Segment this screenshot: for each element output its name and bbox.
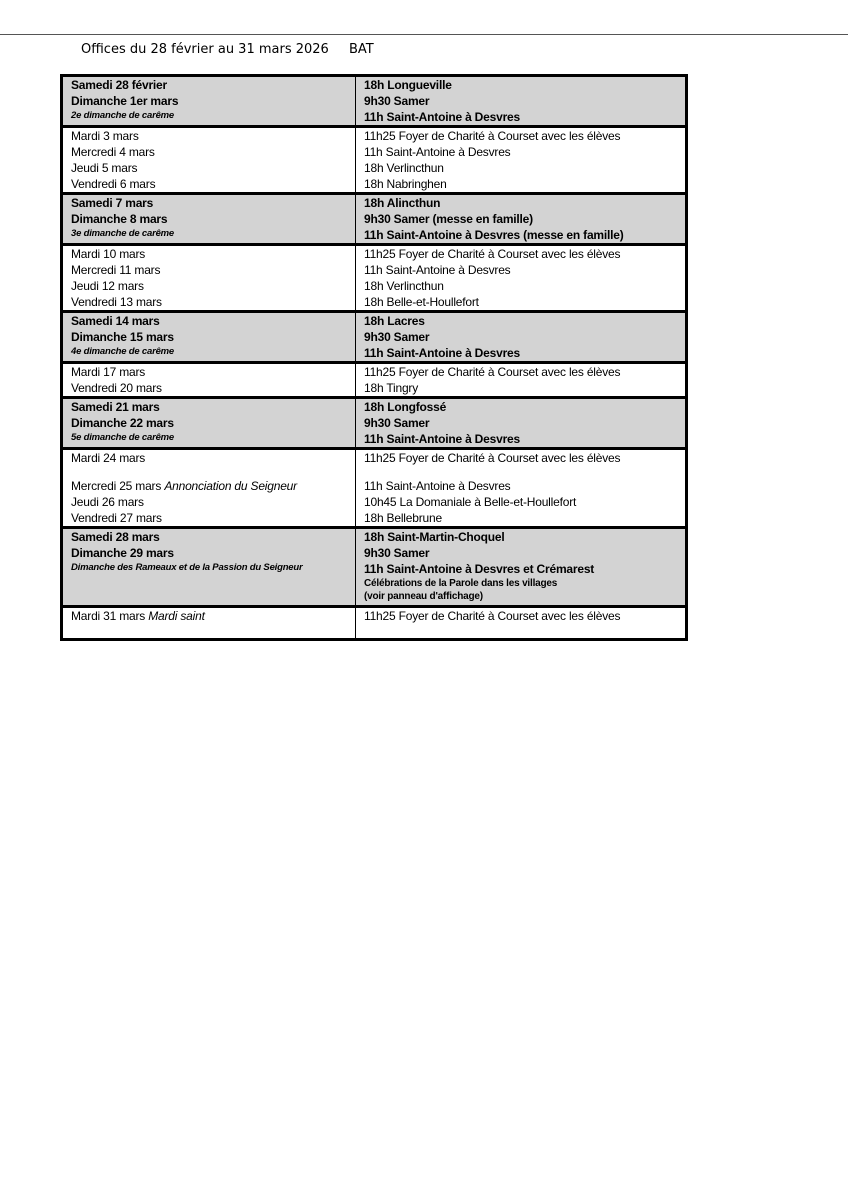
table-row: [62, 545, 687, 607]
office-line: 11h Saint-Antoine à Desvres et Crémarest: [364, 562, 595, 576]
office-cell: 11h Saint-Antoine à Desvres: [356, 262, 687, 278]
day-cell: Mardi 10 mars: [62, 245, 356, 263]
table-row: [62, 449, 687, 479]
office-line: 9h30 Samer (messe en famille): [364, 212, 533, 226]
table-row: [62, 494, 687, 510]
day-cell: Vendredi 6 mars: [62, 176, 356, 194]
table-row: [62, 127, 687, 145]
table-row: [62, 398, 687, 416]
day-cell: Samedi 28 mars: [62, 528, 356, 546]
top-rule: [0, 34, 848, 35]
office-cell: [356, 211, 687, 245]
office-cell: [356, 93, 687, 127]
table-row: [62, 607, 687, 640]
day-cell: [62, 478, 356, 494]
day-cell: [62, 415, 356, 449]
day-cell: Vendredi 27 mars: [62, 510, 356, 528]
day-label: Dimanche 29 mars: [71, 546, 174, 560]
table-row: [62, 176, 687, 194]
day-label: Mardi 31 mars: [71, 609, 146, 623]
liturgical-label: 3e dimanche de carême: [71, 228, 174, 239]
table-row: [62, 380, 687, 398]
office-cell: 11h25 Foyer de Charité à Courset avec les élèves: [356, 245, 687, 263]
office-cell: 18h Tingry: [356, 380, 687, 398]
table-row: [62, 312, 687, 330]
liturgical-label: 2e dimanche de carême: [71, 110, 174, 121]
office-cell: 18h Belle-et-Houllefort: [356, 294, 687, 312]
office-cell: 18h Longueville: [356, 76, 687, 94]
table-row: [62, 363, 687, 381]
table-row: [62, 160, 687, 176]
office-line: 11h Saint-Antoine à Desvres: [364, 432, 520, 446]
office-cell: 11h Saint-Antoine à Desvres: [356, 144, 687, 160]
office-cell: 18h Alincthun: [356, 194, 687, 212]
table-row: [62, 510, 687, 528]
day-label: Dimanche 8 mars: [71, 212, 168, 226]
day-cell: [62, 211, 356, 245]
day-cell: Samedi 14 mars: [62, 312, 356, 330]
office-line: 9h30 Samer: [364, 546, 430, 560]
bat-label: BAT: [349, 42, 374, 57]
day-cell: Mardi 24 mars: [62, 449, 356, 479]
office-line: 9h30 Samer: [364, 94, 430, 108]
day-cell: Mardi 17 mars: [62, 363, 356, 381]
office-cell: 11h25 Foyer de Charité à Courset avec les élèves: [356, 127, 687, 145]
table-row: [62, 278, 687, 294]
table-row: [62, 478, 687, 494]
day-cell: Mardi 3 mars: [62, 127, 356, 145]
office-cell: [356, 329, 687, 363]
table-row: [62, 415, 687, 449]
office-cell: 18h Bellebrune: [356, 510, 687, 528]
day-cell: Jeudi 5 mars: [62, 160, 356, 176]
office-cell: 11h25 Foyer de Charité à Courset avec les élèves: [356, 607, 687, 640]
office-cell: 11h25 Foyer de Charité à Courset avec les élèves: [356, 449, 687, 479]
day-cell: Samedi 28 février: [62, 76, 356, 94]
day-label: Mercredi 25 mars: [71, 479, 162, 493]
day-cell: Jeudi 26 mars: [62, 494, 356, 510]
day-cell: Vendredi 13 mars: [62, 294, 356, 312]
office-cell: 11h Saint-Antoine à Desvres: [356, 478, 687, 494]
schedule-table: [60, 74, 688, 641]
office-line: 11h Saint-Antoine à Desvres (messe en famille): [364, 228, 624, 242]
liturgical-label: Dimanche des Rameaux et de la Passion du Seigneur: [71, 562, 303, 573]
table-row: [62, 93, 687, 127]
liturgical-label: 5e dimanche de carême: [71, 432, 174, 443]
day-label: Dimanche 22 mars: [71, 416, 174, 430]
office-cell: 18h Verlincthun: [356, 278, 687, 294]
table-row: [62, 194, 687, 212]
office-cell: 18h Nabringhen: [356, 176, 687, 194]
table-row: [62, 329, 687, 363]
day-cell: Mercredi 4 mars: [62, 144, 356, 160]
day-label: Dimanche 1er mars: [71, 94, 179, 108]
table-row: [62, 211, 687, 245]
office-cell: 10h45 La Domaniale à Belle-et-Houllefort: [356, 494, 687, 510]
office-cell: 18h Saint-Martin-Choquel: [356, 528, 687, 546]
day-cell: [62, 93, 356, 127]
office-cell: [356, 415, 687, 449]
day-cell: Mercredi 11 mars: [62, 262, 356, 278]
office-note: (voir panneau d'affichage): [364, 591, 483, 602]
day-cell: [62, 607, 356, 640]
day-cell: Vendredi 20 mars: [62, 380, 356, 398]
day-cell: Samedi 21 mars: [62, 398, 356, 416]
office-line: 11h Saint-Antoine à Desvres: [364, 110, 520, 124]
office-note: Célébrations de la Parole dans les villages: [364, 578, 558, 589]
day-cell: Jeudi 12 mars: [62, 278, 356, 294]
feast-label: Mardi saint: [148, 609, 205, 623]
liturgical-label: 4e dimanche de carême: [71, 346, 174, 357]
day-cell: [62, 545, 356, 607]
table-row: [62, 528, 687, 546]
office-cell: 18h Lacres: [356, 312, 687, 330]
office-cell: [356, 545, 687, 607]
page-title: Offices du 28 février au 31 mars 2026: [81, 42, 329, 57]
page-header: [81, 42, 374, 57]
office-cell: 11h25 Foyer de Charité à Courset avec les élèves: [356, 363, 687, 381]
table-row: [62, 294, 687, 312]
feast-label: Annonciation du Seigneur: [164, 479, 297, 493]
office-line: 9h30 Samer: [364, 416, 430, 430]
day-label: Dimanche 15 mars: [71, 330, 174, 344]
office-line: 11h Saint-Antoine à Desvres: [364, 346, 520, 360]
office-cell: 18h Longfossé: [356, 398, 687, 416]
table-row: [62, 76, 687, 94]
table-row: [62, 262, 687, 278]
day-cell: [62, 329, 356, 363]
office-line: 9h30 Samer: [364, 330, 430, 344]
office-cell: 18h Verlincthun: [356, 160, 687, 176]
day-cell: Samedi 7 mars: [62, 194, 356, 212]
table-row: [62, 144, 687, 160]
table-row: [62, 245, 687, 263]
